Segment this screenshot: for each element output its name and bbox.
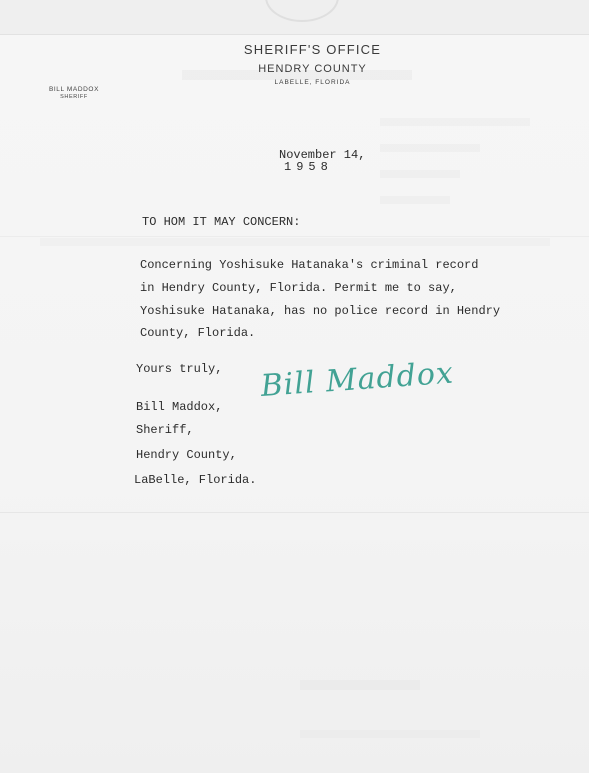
letter-body-line: Concerning Yoshisuke Hatanaka's criminal record: [140, 258, 479, 272]
bleed-through-mark: [300, 680, 420, 690]
sheriff-title: SHERIFF: [60, 94, 88, 100]
letter-closing: Yours truly,: [136, 362, 223, 376]
bleed-through-mark: [300, 730, 480, 738]
bleed-through-mark: [380, 144, 480, 152]
letter-date-line-2: 1958: [284, 160, 333, 174]
bleed-through-mark: [40, 238, 550, 246]
handwritten-signature: [259, 355, 492, 419]
letter-body-line: in Hendry County, Florida. Permit me to say,: [140, 281, 457, 295]
letter-salutation: TO HOM IT MAY CONCERN:: [142, 215, 301, 229]
bleed-through-mark: [380, 196, 450, 204]
signature-block-city: LaBelle, Florida.: [134, 473, 257, 487]
sheriff-name: BILL MADDOX: [48, 86, 100, 93]
bleed-through-mark: [380, 170, 460, 178]
letter-body-line: County, Florida.: [140, 326, 256, 340]
letterhead: [180, 42, 445, 88]
letter-date-line-1: November 14,: [279, 148, 366, 162]
signature-text: Bill Maddox: [259, 355, 455, 404]
letterhead-office: SHERIFF'S OFFICE: [243, 42, 382, 57]
signature-block-name: Bill Maddox,: [136, 400, 223, 414]
letterhead-city: LABELLE, FLORIDA: [274, 79, 351, 86]
paper-fold-line: [0, 512, 589, 513]
letterhead-county: HENDRY COUNTY: [258, 63, 367, 75]
letter-body-line: Yoshisuke Hatanaka, has no police record in Hendry: [140, 304, 501, 318]
bleed-through-mark: [380, 118, 530, 126]
signature-block-title: Sheriff,: [136, 423, 194, 437]
signature-block-county: Hendry County,: [136, 448, 237, 462]
paper-crease-line: [0, 236, 589, 237]
sheriff-block: [42, 86, 106, 101]
